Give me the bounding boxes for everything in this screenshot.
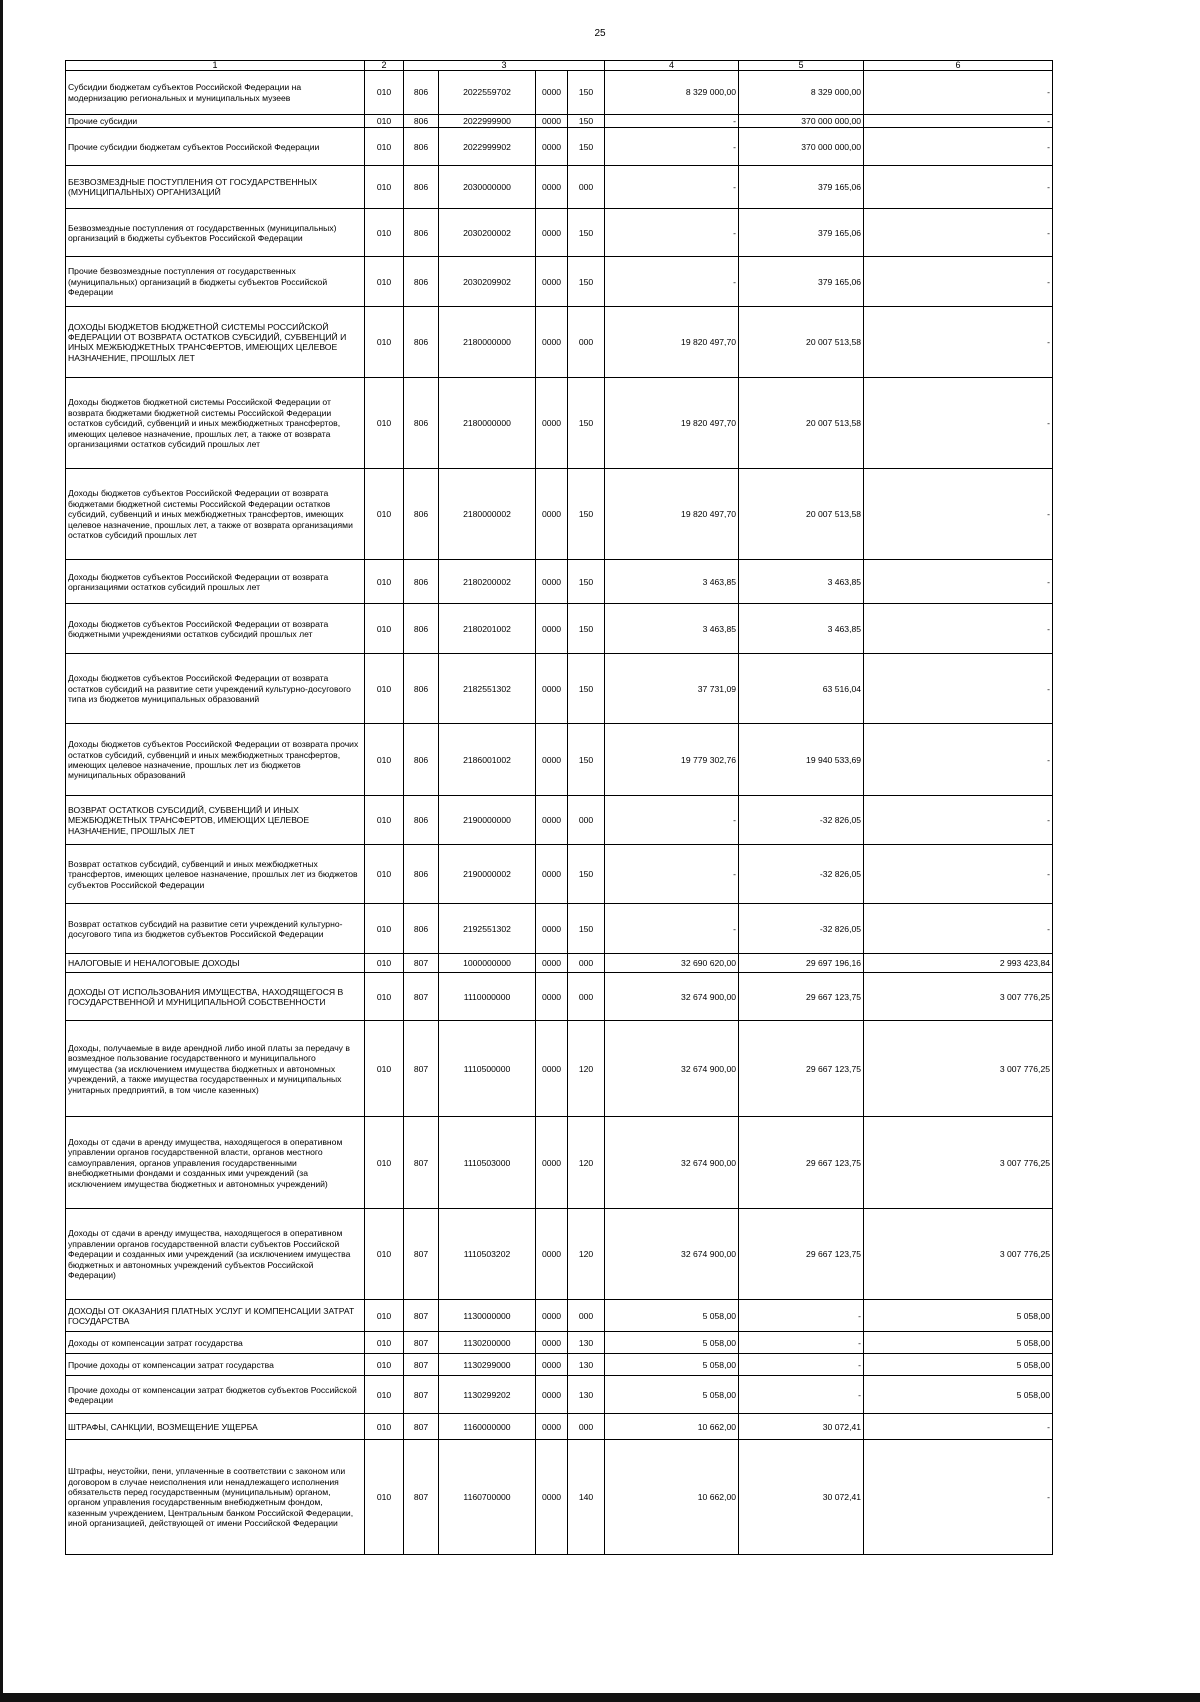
row-value-col5: 379 165,06 [739, 257, 864, 307]
row-value-col6: - [864, 845, 1053, 904]
row-code-e: 130 [568, 1354, 605, 1376]
row-code-c: 2030209902 [439, 257, 536, 307]
row-code-d: 0000 [536, 604, 568, 654]
row-code-e: 150 [568, 654, 605, 724]
row-code-e: 150 [568, 209, 605, 257]
row-code-a: 010 [365, 954, 404, 973]
row-code-a: 010 [365, 1300, 404, 1332]
row-code-c: 2180000000 [439, 378, 536, 469]
row-value-col5: 29 697 196,16 [739, 954, 864, 973]
row-code-c: 2022559702 [439, 71, 536, 115]
row-code-a: 010 [365, 166, 404, 209]
row-name: ШТРАФЫ, САНКЦИИ, ВОЗМЕЩЕНИЕ УЩЕРБА [66, 1414, 365, 1440]
row-code-e: 150 [568, 604, 605, 654]
row-value-col4: 8 329 000,00 [605, 71, 739, 115]
row-value-col4: - [605, 257, 739, 307]
row-value-col6: - [864, 469, 1053, 560]
row-code-a: 010 [365, 724, 404, 796]
table-row [66, 209, 1053, 257]
row-name: Прочие субсидии бюджетам субъектов Российской Федерации [66, 128, 365, 166]
row-code-d: 0000 [536, 973, 568, 1021]
row-value-col5: 29 667 123,75 [739, 973, 864, 1021]
row-name: Субсидии бюджетам субъектов Российской Федерации на модернизацию региональных и муниципальных музеев [66, 71, 365, 115]
row-code-c: 1000000000 [439, 954, 536, 973]
header-col-2: 2 [365, 61, 404, 71]
row-code-c: 1160000000 [439, 1414, 536, 1440]
row-code-d: 0000 [536, 1332, 568, 1354]
row-code-d: 0000 [536, 1414, 568, 1440]
table-row [66, 1440, 1053, 1555]
scan-bottom-edge [0, 1693, 1200, 1702]
row-code-a: 010 [365, 307, 404, 378]
row-code-c: 2030000000 [439, 166, 536, 209]
row-value-col5: 30 072,41 [739, 1440, 864, 1555]
row-code-a: 010 [365, 1021, 404, 1117]
row-name: ДОХОДЫ БЮДЖЕТОВ БЮДЖЕТНОЙ СИСТЕМЫ РОССИЙСКОЙ ФЕДЕРАЦИИ ОТ ВОЗВРАТА ОСТАТКОВ СУБСИДИЙ, СУБВЕНЦИЙ И ИНЫХ МЕЖБЮДЖЕТНЫХ ТРАНСФЕРТОВ, ИМЕЮЩИХ ЦЕЛЕВОЕ НАЗНАЧЕНИЕ, ПРОШЛЫХ ЛЕТ [66, 307, 365, 378]
row-value-col4: - [605, 845, 739, 904]
row-value-col6: - [864, 257, 1053, 307]
row-code-d: 0000 [536, 1209, 568, 1300]
row-value-col5: 29 667 123,75 [739, 1117, 864, 1209]
table-row [66, 845, 1053, 904]
row-code-d: 0000 [536, 560, 568, 604]
row-code-b: 806 [404, 257, 439, 307]
row-code-e: 150 [568, 560, 605, 604]
table-row [66, 604, 1053, 654]
row-value-col6: - [864, 307, 1053, 378]
row-value-col6: - [864, 209, 1053, 257]
row-code-b: 806 [404, 796, 439, 845]
table-row [66, 469, 1053, 560]
row-value-col6: 3 007 776,25 [864, 1021, 1053, 1117]
row-name: Прочие безвозмездные поступления от государственных (муниципальных) организаций в бюджеты субъектов Российской Федерации [66, 257, 365, 307]
row-value-col6: - [864, 115, 1053, 128]
row-code-d: 0000 [536, 1021, 568, 1117]
row-code-e: 000 [568, 1300, 605, 1332]
row-value-col6: - [864, 1440, 1053, 1555]
table-row [66, 1414, 1053, 1440]
row-value-col4: 10 662,00 [605, 1414, 739, 1440]
row-code-b: 806 [404, 378, 439, 469]
row-code-c: 2186001002 [439, 724, 536, 796]
row-code-d: 0000 [536, 71, 568, 115]
row-value-col6: - [864, 560, 1053, 604]
row-value-col5: 370 000 000,00 [739, 115, 864, 128]
row-name: ДОХОДЫ ОТ ОКАЗАНИЯ ПЛАТНЫХ УСЛУГ И КОМПЕНСАЦИИ ЗАТРАТ ГОСУДАРСТВА [66, 1300, 365, 1332]
row-value-col5: 20 007 513,58 [739, 378, 864, 469]
row-code-e: 000 [568, 1414, 605, 1440]
row-value-col6: - [864, 654, 1053, 724]
table-row [66, 71, 1053, 115]
row-code-a: 010 [365, 973, 404, 1021]
row-value-col6: - [864, 1414, 1053, 1440]
row-name: Безвозмездные поступления от государственных (муниципальных) организаций в бюджеты субъектов Российской Федерации [66, 209, 365, 257]
row-code-b: 806 [404, 560, 439, 604]
row-value-col4: 5 058,00 [605, 1354, 739, 1376]
row-code-b: 806 [404, 209, 439, 257]
row-value-col4: 19 820 497,70 [605, 307, 739, 378]
row-code-a: 010 [365, 1414, 404, 1440]
row-value-col6: - [864, 71, 1053, 115]
row-name: ДОХОДЫ ОТ ИСПОЛЬЗОВАНИЯ ИМУЩЕСТВА, НАХОДЯЩЕГОСЯ В ГОСУДАРСТВЕННОЙ И МУНИЦИПАЛЬНОЙ СОБСТВЕННОСТИ [66, 973, 365, 1021]
page-number: 25 [594, 28, 606, 39]
header-col-5: 5 [739, 61, 864, 71]
row-code-c: 2182551302 [439, 654, 536, 724]
table-row [66, 1021, 1053, 1117]
row-value-col6: 5 058,00 [864, 1354, 1053, 1376]
row-code-e: 120 [568, 1209, 605, 1300]
row-code-a: 010 [365, 796, 404, 845]
row-value-col5: -32 826,05 [739, 845, 864, 904]
row-code-a: 010 [365, 257, 404, 307]
row-code-e: 150 [568, 724, 605, 796]
row-value-col6: 5 058,00 [864, 1300, 1053, 1332]
row-value-col5: 29 667 123,75 [739, 1021, 864, 1117]
row-code-e: 150 [568, 128, 605, 166]
row-code-a: 010 [365, 654, 404, 724]
row-code-d: 0000 [536, 1117, 568, 1209]
row-code-b: 807 [404, 954, 439, 973]
row-value-col4: - [605, 796, 739, 845]
row-code-a: 010 [365, 1440, 404, 1555]
row-code-a: 010 [365, 209, 404, 257]
row-name: Доходы бюджетов субъектов Российской Федерации от возврата остатков субсидий на развитие сети учреждений культурно-досугового типа из бюджетов муниципальных образований [66, 654, 365, 724]
row-code-c: 2190000000 [439, 796, 536, 845]
row-value-col5: 19 940 533,69 [739, 724, 864, 796]
row-code-d: 0000 [536, 845, 568, 904]
table-row [66, 128, 1053, 166]
row-code-e: 150 [568, 904, 605, 954]
row-value-col5: - [739, 1300, 864, 1332]
table-row [66, 1354, 1053, 1376]
row-code-d: 0000 [536, 115, 568, 128]
row-value-col4: 19 779 302,76 [605, 724, 739, 796]
row-code-c: 1110000000 [439, 973, 536, 1021]
row-code-b: 807 [404, 1440, 439, 1555]
row-value-col6: - [864, 904, 1053, 954]
row-value-col5: 370 000 000,00 [739, 128, 864, 166]
row-code-b: 806 [404, 604, 439, 654]
row-code-e: 150 [568, 115, 605, 128]
row-value-col5: 3 463,85 [739, 560, 864, 604]
row-code-b: 807 [404, 1021, 439, 1117]
row-value-col4: 10 662,00 [605, 1440, 739, 1555]
row-code-a: 010 [365, 845, 404, 904]
row-name: Прочие доходы от компенсации затрат бюджетов субъектов Российской Федерации [66, 1376, 365, 1414]
table-row [66, 973, 1053, 1021]
row-value-col6: 3 007 776,25 [864, 973, 1053, 1021]
row-code-c: 2022999900 [439, 115, 536, 128]
table-row [66, 724, 1053, 796]
table-row [66, 654, 1053, 724]
row-code-d: 0000 [536, 209, 568, 257]
row-value-col4: 5 058,00 [605, 1376, 739, 1414]
row-value-col4: - [605, 904, 739, 954]
row-name: Доходы от компенсации затрат государства [66, 1332, 365, 1354]
table-row [66, 307, 1053, 378]
row-code-b: 806 [404, 845, 439, 904]
row-code-c: 2180200002 [439, 560, 536, 604]
scan-left-edge [0, 0, 3, 1702]
row-value-col6: - [864, 724, 1053, 796]
row-code-b: 806 [404, 115, 439, 128]
row-code-e: 150 [568, 845, 605, 904]
row-name: Возврат остатков субсидий на развитие сети учреждений культурно-досугового типа из бюджетов субъектов Российской Федерации [66, 904, 365, 954]
row-value-col6: 2 993 423,84 [864, 954, 1053, 973]
row-code-b: 807 [404, 1376, 439, 1414]
row-code-d: 0000 [536, 378, 568, 469]
row-code-c: 2192551302 [439, 904, 536, 954]
row-name: Доходы от сдачи в аренду имущества, находящегося в оперативном управлении органов государственной власти, органов местного самоуправления, органов управления государственными внебюджетными фондами и созданных ими учреждений (за исключением имущества бюджетных и автономных учреждений) [66, 1117, 365, 1209]
row-code-b: 806 [404, 654, 439, 724]
row-code-a: 010 [365, 71, 404, 115]
row-name: Прочие доходы от компенсации затрат государства [66, 1354, 365, 1376]
row-value-col5: 63 516,04 [739, 654, 864, 724]
row-value-col4: - [605, 166, 739, 209]
row-value-col5: 20 007 513,58 [739, 307, 864, 378]
row-value-col6: - [864, 378, 1053, 469]
row-code-c: 2180201002 [439, 604, 536, 654]
row-value-col5: 3 463,85 [739, 604, 864, 654]
row-code-d: 0000 [536, 654, 568, 724]
row-value-col5: 29 667 123,75 [739, 1209, 864, 1300]
row-code-e: 150 [568, 378, 605, 469]
row-code-a: 010 [365, 1376, 404, 1414]
row-value-col6: - [864, 166, 1053, 209]
row-value-col4: 32 690 620,00 [605, 954, 739, 973]
row-value-col4: 19 820 497,70 [605, 469, 739, 560]
header-col-3: 3 [404, 61, 605, 71]
table-row [66, 1332, 1053, 1354]
row-code-e: 000 [568, 973, 605, 1021]
row-code-c: 2030200002 [439, 209, 536, 257]
row-code-e: 000 [568, 307, 605, 378]
row-value-col5: - [739, 1332, 864, 1354]
row-code-b: 807 [404, 973, 439, 1021]
row-name: Доходы, получаемые в виде арендной либо иной платы за передачу в возмездное пользование государственного и муниципального имущества (за исключением имущества бюджетных и автономных учреждений, а также имущества государственных и муниципальных унитарных предприятий, в том числе казенных) [66, 1021, 365, 1117]
row-code-b: 806 [404, 469, 439, 560]
row-code-a: 010 [365, 1117, 404, 1209]
row-code-a: 010 [365, 115, 404, 128]
row-code-d: 0000 [536, 1354, 568, 1376]
table-row [66, 257, 1053, 307]
row-code-c: 2022999902 [439, 128, 536, 166]
row-code-a: 010 [365, 904, 404, 954]
row-code-d: 0000 [536, 1376, 568, 1414]
table-row [66, 904, 1053, 954]
table-row [66, 378, 1053, 469]
row-value-col6: - [864, 604, 1053, 654]
row-name: Доходы бюджетов субъектов Российской Федерации от возврата бюджетными учреждениями остатков субсидий прошлых лет [66, 604, 365, 654]
row-code-e: 150 [568, 71, 605, 115]
row-code-c: 2190000002 [439, 845, 536, 904]
row-value-col5: 20 007 513,58 [739, 469, 864, 560]
row-code-d: 0000 [536, 724, 568, 796]
row-code-b: 807 [404, 1354, 439, 1376]
row-name: ВОЗВРАТ ОСТАТКОВ СУБСИДИЙ, СУБВЕНЦИЙ И ИНЫХ МЕЖБЮДЖЕТНЫХ ТРАНСФЕРТОВ, ИМЕЮЩИХ ЦЕЛЕВОЕ НАЗНАЧЕНИЕ, ПРОШЛЫХ ЛЕТ [66, 796, 365, 845]
table-row [66, 1209, 1053, 1300]
row-code-d: 0000 [536, 1300, 568, 1332]
row-code-c: 1110503202 [439, 1209, 536, 1300]
row-code-d: 0000 [536, 307, 568, 378]
row-code-b: 806 [404, 307, 439, 378]
row-value-col6: 3 007 776,25 [864, 1209, 1053, 1300]
row-code-c: 1110503000 [439, 1117, 536, 1209]
row-name: Доходы бюджетов субъектов Российской Федерации от возврата прочих остатков субсидий, субвенций и иных межбюджетных трансфертов, имеющих целевое назначение, прошлых лет из бюджетов муниципальных образований [66, 724, 365, 796]
row-code-d: 0000 [536, 469, 568, 560]
row-value-col6: 5 058,00 [864, 1332, 1053, 1354]
row-value-col6: - [864, 796, 1053, 845]
row-value-col5: 30 072,41 [739, 1414, 864, 1440]
row-value-col4: - [605, 209, 739, 257]
row-code-d: 0000 [536, 1440, 568, 1555]
row-name: Доходы бюджетов субъектов Российской Федерации от возврата бюджетами бюджетной системы Российской Федерации остатков субсидий, субвенций и иных межбюджетных трансфертов, имеющих целевое назначение, прошлых лет, а также от возврата организациями остатков субсидий прошлых лет [66, 469, 365, 560]
row-code-d: 0000 [536, 257, 568, 307]
row-code-b: 807 [404, 1300, 439, 1332]
row-code-b: 807 [404, 1414, 439, 1440]
row-code-b: 806 [404, 724, 439, 796]
table-row [66, 1300, 1053, 1332]
row-value-col4: - [605, 115, 739, 128]
row-value-col4: 5 058,00 [605, 1332, 739, 1354]
row-value-col5: - [739, 1376, 864, 1414]
row-value-col6: 5 058,00 [864, 1376, 1053, 1414]
row-name: Возврат остатков субсидий, субвенций и иных межбюджетных трансфертов, имеющих целевое назначение, прошлых лет из бюджетов субъектов Российской Федерации [66, 845, 365, 904]
row-code-d: 0000 [536, 796, 568, 845]
row-code-c: 1130299202 [439, 1376, 536, 1414]
table-row [66, 1376, 1053, 1414]
row-code-e: 120 [568, 1021, 605, 1117]
row-code-b: 807 [404, 1209, 439, 1300]
row-code-a: 010 [365, 1209, 404, 1300]
row-code-e: 000 [568, 796, 605, 845]
header-col-4: 4 [605, 61, 739, 71]
row-code-c: 1110500000 [439, 1021, 536, 1117]
row-code-e: 140 [568, 1440, 605, 1555]
row-code-e: 150 [568, 469, 605, 560]
row-code-b: 806 [404, 904, 439, 954]
row-name: Доходы бюджетов субъектов Российской Федерации от возврата организациями остатков субсидий прошлых лет [66, 560, 365, 604]
row-value-col4: 32 674 900,00 [605, 973, 739, 1021]
column-header-row [66, 61, 1053, 71]
row-code-a: 010 [365, 604, 404, 654]
row-code-b: 806 [404, 71, 439, 115]
row-code-e: 150 [568, 257, 605, 307]
row-value-col4: 5 058,00 [605, 1300, 739, 1332]
table-row [66, 560, 1053, 604]
row-code-a: 010 [365, 378, 404, 469]
header-col-1: 1 [66, 61, 365, 71]
row-name: НАЛОГОВЫЕ И НЕНАЛОГОВЫЕ ДОХОДЫ [66, 954, 365, 973]
row-code-d: 0000 [536, 904, 568, 954]
row-value-col4: - [605, 128, 739, 166]
row-value-col5: - [739, 1354, 864, 1376]
row-code-c: 1130299000 [439, 1354, 536, 1376]
row-name: Доходы бюджетов бюджетной системы Российской Федерации от возврата бюджетами бюджетной системы Российской Федерации остатков субсидий, субвенций и иных межбюджетных трансфертов, имеющих целевое назначение, прошлых лет, а также от возврата организациями остатков субсидий прошлых лет [66, 378, 365, 469]
row-code-c: 1160700000 [439, 1440, 536, 1555]
row-code-b: 806 [404, 166, 439, 209]
row-code-c: 2180000002 [439, 469, 536, 560]
row-value-col6: 3 007 776,25 [864, 1117, 1053, 1209]
row-code-a: 010 [365, 1354, 404, 1376]
row-value-col4: 37 731,09 [605, 654, 739, 724]
row-code-d: 0000 [536, 166, 568, 209]
row-code-a: 010 [365, 469, 404, 560]
row-value-col5: 379 165,06 [739, 166, 864, 209]
row-code-c: 1130200000 [439, 1332, 536, 1354]
row-name: Доходы от сдачи в аренду имущества, находящегося в оперативном управлении органов государственной власти субъектов Российской Федерации и созданных ими учреждений (за исключением имущества бюджетных и автономных учреждений субъектов Российской Федерации) [66, 1209, 365, 1300]
row-value-col4: 3 463,85 [605, 560, 739, 604]
row-code-d: 0000 [536, 954, 568, 973]
table-row [66, 796, 1053, 845]
row-value-col4: 32 674 900,00 [605, 1209, 739, 1300]
row-code-b: 807 [404, 1117, 439, 1209]
row-code-a: 010 [365, 128, 404, 166]
table-body [66, 71, 1053, 1555]
row-value-col4: 32 674 900,00 [605, 1021, 739, 1117]
row-value-col5: 8 329 000,00 [739, 71, 864, 115]
row-code-e: 130 [568, 1332, 605, 1354]
row-value-col5: -32 826,05 [739, 904, 864, 954]
revenue-table [65, 60, 1053, 1555]
row-value-col4: 3 463,85 [605, 604, 739, 654]
row-name: Прочие субсидии [66, 115, 365, 128]
row-code-a: 010 [365, 1332, 404, 1354]
table-row [66, 166, 1053, 209]
table-row [66, 115, 1053, 128]
row-code-a: 010 [365, 560, 404, 604]
row-code-e: 130 [568, 1376, 605, 1414]
row-code-e: 120 [568, 1117, 605, 1209]
table-row [66, 1117, 1053, 1209]
row-value-col4: 32 674 900,00 [605, 1117, 739, 1209]
row-code-e: 000 [568, 954, 605, 973]
row-value-col6: - [864, 128, 1053, 166]
row-value-col5: -32 826,05 [739, 796, 864, 845]
row-code-e: 000 [568, 166, 605, 209]
row-value-col5: 379 165,06 [739, 209, 864, 257]
table-row [66, 954, 1053, 973]
row-code-b: 807 [404, 1332, 439, 1354]
row-code-c: 1130000000 [439, 1300, 536, 1332]
row-code-b: 806 [404, 128, 439, 166]
row-name: БЕЗВОЗМЕЗДНЫЕ ПОСТУПЛЕНИЯ ОТ ГОСУДАРСТВЕННЫХ (МУНИЦИПАЛЬНЫХ) ОРГАНИЗАЦИЙ [66, 166, 365, 209]
row-code-d: 0000 [536, 128, 568, 166]
row-name: Штрафы, неустойки, пени, уплаченные в соответствии с законом или договором в случае неисполнения или ненадлежащего исполнения обязательств перед государственным (муниципальным) органом, органом управления государственным внебюджетным фондом, казенным учреждением, Центральным банком Российской Федерации, иной организацией, действующей от имени Российской Федерации [66, 1440, 365, 1555]
header-col-6: 6 [864, 61, 1053, 71]
row-value-col4: 19 820 497,70 [605, 378, 739, 469]
row-code-c: 2180000000 [439, 307, 536, 378]
